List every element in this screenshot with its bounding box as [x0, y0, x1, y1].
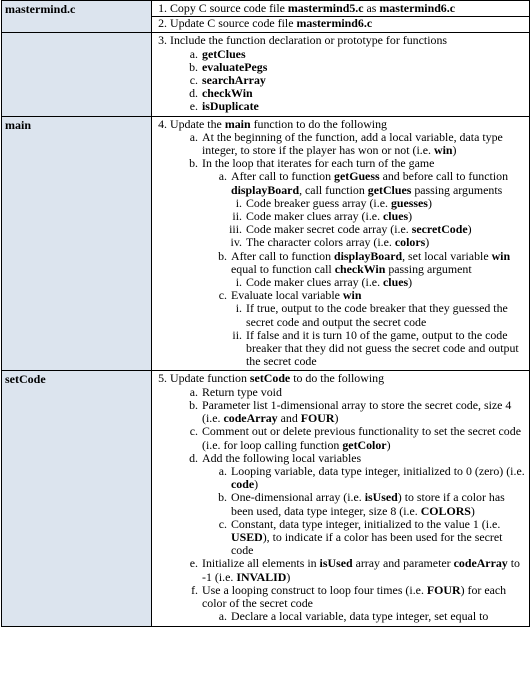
instruction-cell	[152, 33, 530, 116]
instruction-text: )	[286, 569, 291, 584]
instruction-text: Update C source code file	[170, 16, 297, 31]
instruction-text: If false and it is turn 10 of the game, output to the code breaker that they did not guess the secret code and output the secret code	[246, 327, 519, 369]
list-marker: a.	[189, 384, 198, 399]
list-marker: b.	[218, 248, 227, 263]
list-item	[152, 465, 527, 491]
instruction-text: function to do the following	[250, 116, 387, 131]
list-marker: c.	[218, 288, 227, 303]
list-item	[152, 425, 527, 451]
instruction-text: Code maker secret code array (i.e.	[246, 222, 412, 237]
instruction-text: Code maker clues array (i.e.	[246, 209, 384, 224]
instruction-text: )	[408, 209, 413, 224]
list-marker: 3.	[158, 33, 167, 48]
instruction-text: In the loop that iterates for each turn of the game	[202, 156, 435, 171]
instruction-cell	[152, 371, 530, 627]
list-item	[152, 131, 527, 157]
instructions-table	[1, 0, 530, 627]
code-identifier: getColor	[342, 437, 387, 452]
code-identifier: isDuplicate	[202, 99, 259, 114]
instruction-text: to -1 (i.e.	[202, 556, 520, 584]
instruction-text: Constant, data type integer, initialized to the value 1 (i.e.	[231, 516, 501, 531]
instruction-text: Code breaker guess array (i.e.	[246, 195, 391, 210]
code-identifier: win	[491, 248, 511, 263]
instruction-text: ) for each color of the secret code	[202, 582, 507, 610]
list-marker: iv.	[230, 235, 242, 250]
instruction-text: and	[277, 411, 301, 426]
list-marker: i.	[235, 275, 242, 290]
file-or-function-label: main	[2, 116, 152, 371]
code-identifier: checkWin	[202, 86, 253, 101]
file-or-function-label: setCode	[2, 371, 152, 627]
code-identifier: main	[224, 116, 251, 131]
list-marker: b.	[189, 397, 198, 412]
list-marker: a.	[218, 463, 227, 478]
instruction-text: Comment out or delete previous functionality to set the secret code (i.e. for loop calling function	[202, 424, 521, 452]
code-identifier: displayBoard	[334, 248, 403, 263]
code-identifier: FOUR	[300, 411, 335, 426]
instruction-text: Initialize all elements in	[202, 556, 320, 571]
code-identifier: guesses	[390, 195, 428, 210]
code-identifier: clues	[383, 209, 409, 224]
list-marker: 4.	[158, 116, 167, 131]
instruction-text: , call function	[299, 182, 368, 197]
instruction-cell	[152, 116, 530, 371]
list-item	[152, 329, 527, 369]
list-marker: b.	[189, 59, 198, 74]
code-identifier: codeArray	[223, 411, 278, 426]
table-row	[2, 1, 530, 33]
instruction-text: )	[254, 477, 259, 492]
code-identifier: win	[342, 288, 362, 303]
list-item	[152, 491, 527, 517]
code-identifier: INVALID	[236, 569, 287, 584]
code-identifier: clues	[383, 275, 409, 290]
instruction-text: If true, output to the code breaker that they guessed the secret code and output the secret code	[246, 301, 508, 329]
instruction-text: to do the following	[290, 371, 385, 386]
instruction-text: Declare a local variable, data type integer, set equal to	[231, 610, 489, 624]
instruction-text: )	[386, 437, 391, 452]
code-identifier: secretCode	[411, 222, 468, 237]
instruction-text: )	[452, 143, 457, 158]
instruction-text: ), to indicate if a color has been used for the secret code	[231, 529, 503, 558]
instruction-text: )	[470, 503, 475, 518]
code-identifier: evaluatePegs	[202, 59, 268, 74]
instruction-text: Code maker clues array (i.e.	[246, 275, 384, 290]
instruction-text: Evaluate local variable	[231, 288, 343, 303]
instruction-text: After call to function	[231, 248, 335, 263]
code-identifier: displayBoard	[231, 182, 300, 197]
code-identifier: COLORS	[420, 503, 471, 518]
code-identifier: colors	[394, 235, 426, 250]
code-identifier: codeArray	[453, 556, 508, 571]
instruction-text: Include the function declaration or prototype for functions	[170, 33, 448, 48]
instruction-text: One-dimensional array (i.e.	[231, 490, 365, 505]
list-marker: ii.	[232, 209, 242, 224]
code-identifier: FOUR	[426, 582, 461, 597]
instructions-table-body	[2, 1, 530, 627]
code-identifier: isUsed	[364, 490, 398, 505]
instruction-text: Use a looping construct to loop four times (i.e.	[202, 582, 427, 597]
list-item	[152, 584, 527, 610]
code-identifier: mastermind5.c	[287, 1, 364, 15]
instruction-text: , set local variable	[402, 248, 492, 263]
code-identifier: code	[231, 477, 255, 492]
instruction-text: passing argument	[385, 261, 472, 276]
code-identifier: getClues	[202, 46, 246, 61]
instruction-text: At the beginning of the function, add a local variable, data type integer, to store if the player has won or not (i.e.	[202, 129, 503, 158]
list-marker: d.	[189, 86, 198, 101]
instruction-text: Return type void	[202, 384, 282, 399]
code-identifier: checkWin	[334, 261, 386, 276]
list-marker: 5.	[158, 371, 167, 386]
code-identifier: mastermind6.c	[379, 1, 455, 15]
file-or-function-label: mastermind.c	[2, 1, 152, 33]
instruction-text: )	[427, 195, 432, 210]
code-identifier: USED	[231, 529, 263, 544]
instruction-text: and before call to function	[379, 169, 509, 184]
list-marker: e.	[189, 556, 198, 571]
list-marker: f.	[191, 582, 198, 597]
instruction-text: )	[408, 275, 413, 290]
instruction-text: )	[425, 235, 430, 250]
list-marker: e.	[189, 99, 198, 114]
list-item	[152, 250, 527, 276]
code-identifier: searchArray	[202, 73, 266, 88]
instruction-text: Update function	[170, 371, 250, 386]
instruction-text: ) to store if a color has been used, data type integer, size 8 (i.e.	[231, 490, 505, 518]
instruction-text: Parameter list 1-dimensional array to store the secret code, size 4 (i.e.	[202, 397, 512, 426]
instruction-text: Copy C source code file	[170, 1, 288, 15]
instruction-text: Update the	[170, 116, 225, 131]
list-marker: i.	[235, 301, 242, 316]
list-item	[152, 17, 527, 30]
instruction-text: After call to function	[231, 169, 335, 184]
list-marker: c.	[189, 424, 198, 439]
list-marker: c.	[218, 516, 227, 531]
code-identifier: mastermind6.c	[296, 16, 373, 31]
code-identifier: setCode	[249, 371, 291, 386]
table-row	[2, 33, 530, 116]
instruction-text: )	[467, 222, 472, 237]
code-identifier: isUsed	[319, 556, 353, 571]
instruction-cell	[152, 1, 530, 33]
table-row	[2, 371, 530, 627]
code-identifier: win	[433, 143, 453, 158]
instruction-text: The character colors array (i.e.	[246, 235, 395, 250]
table-row	[2, 116, 530, 371]
list-item	[152, 399, 527, 425]
instruction-text: Looping variable, data type integer, initialized to 0 (zero) (i.e.	[231, 463, 525, 478]
instruction-text: as	[363, 1, 380, 15]
code-identifier: getGuess	[334, 169, 380, 184]
list-marker: a.	[189, 46, 198, 61]
list-marker: iii.	[229, 222, 242, 237]
list-item	[152, 302, 527, 328]
list-item	[152, 557, 527, 583]
list-marker: d.	[189, 450, 198, 465]
instruction-text: passing arguments	[411, 182, 503, 197]
list-marker: i.	[235, 195, 242, 210]
code-identifier: getClues	[367, 182, 412, 197]
list-marker: b.	[218, 490, 227, 505]
list-marker: b.	[189, 156, 198, 171]
list-item	[152, 100, 527, 113]
list-item	[152, 518, 527, 558]
list-item	[152, 170, 527, 196]
list-marker: 2.	[158, 16, 167, 31]
list-marker: c.	[189, 73, 198, 88]
list-marker: ii.	[232, 327, 242, 342]
instruction-text: Add the following local variables	[202, 450, 362, 465]
file-or-function-label	[2, 33, 152, 116]
list-item	[152, 2, 527, 15]
list-marker: a.	[189, 129, 198, 144]
list-item	[152, 610, 527, 624]
list-marker: a.	[218, 169, 227, 184]
instruction-text: )	[334, 411, 339, 426]
list-marker: 1.	[158, 1, 167, 15]
list-marker: a.	[218, 610, 227, 624]
instruction-text: array and parameter	[352, 556, 454, 571]
instruction-text: equal to function call	[231, 261, 335, 276]
